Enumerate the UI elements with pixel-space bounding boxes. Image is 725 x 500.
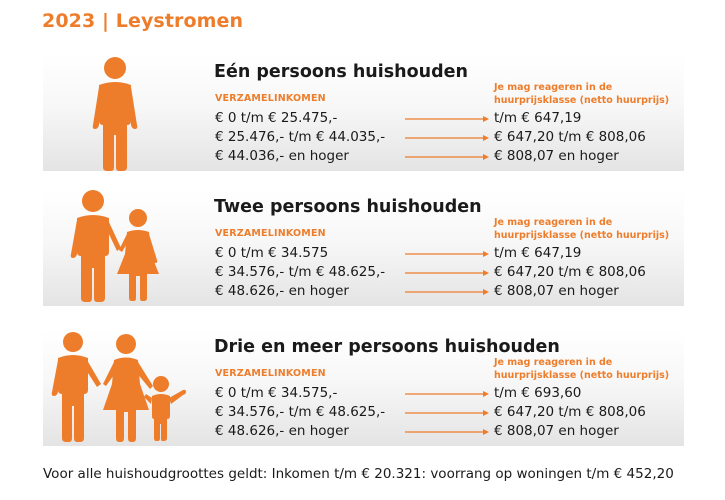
income-range: € 34.576,- t/m € 48.625,- bbox=[215, 404, 386, 420]
household-card-single bbox=[43, 55, 684, 171]
family-icon bbox=[43, 330, 203, 446]
rent-range: t/m € 647,19 bbox=[494, 245, 582, 261]
rent-label: Je mag reageren in de huurprijsklasse (netto huurprijs) bbox=[494, 357, 670, 381]
income-range: € 48.626,- en hoger bbox=[215, 283, 349, 299]
income-label: VERZAMELINKOMEN bbox=[215, 368, 326, 379]
arrow-right-icon bbox=[405, 283, 490, 301]
arrow-right-icon bbox=[405, 404, 490, 422]
income-label: VERZAMELINKOMEN bbox=[215, 228, 326, 239]
rent-range: € 647,20 t/m € 808,06 bbox=[494, 264, 646, 280]
arrow-right-icon bbox=[405, 264, 490, 282]
card-title: Eén persoons huishouden bbox=[214, 62, 468, 82]
household-card-two bbox=[43, 190, 684, 306]
rent-range: t/m € 647,19 bbox=[494, 110, 582, 126]
income-range: € 48.626,- en hoger bbox=[215, 423, 349, 439]
bracket-row bbox=[215, 404, 680, 422]
bracket-row bbox=[215, 110, 680, 128]
income-range: € 0 t/m € 34.575 bbox=[215, 245, 329, 261]
page-title: 2023 | Leystromen bbox=[42, 10, 244, 32]
bracket-row bbox=[215, 148, 680, 166]
rent-range: € 647,20 t/m € 808,06 bbox=[494, 129, 646, 145]
footnote: Voor alle huishoudgroottes geldt: Inkomen t/m € 20.321: voorrang op woningen t/m € 452,20 bbox=[43, 466, 674, 482]
income-range: € 0 t/m € 25.475,- bbox=[215, 110, 338, 126]
rent-range: € 808,07 en hoger bbox=[494, 148, 619, 164]
arrow-right-icon bbox=[405, 423, 490, 441]
bracket-row bbox=[215, 283, 680, 301]
income-range: € 0 t/m € 34.575,- bbox=[215, 385, 338, 401]
rent-label: Je mag reageren in de huurprijsklasse (netto huurprijs) bbox=[494, 82, 670, 106]
income-label: VERZAMELINKOMEN bbox=[215, 93, 326, 104]
bracket-row bbox=[215, 129, 680, 147]
income-range: € 44.036,- en hoger bbox=[215, 148, 349, 164]
rent-range: € 647,20 t/m € 808,06 bbox=[494, 404, 646, 420]
rent-label: Je mag reageren in de huurprijsklasse (netto huurprijs) bbox=[494, 217, 670, 241]
rent-range: € 808,07 en hoger bbox=[494, 283, 619, 299]
arrow-right-icon bbox=[405, 110, 490, 128]
two-persons-icon bbox=[43, 190, 203, 306]
card-title: Drie en meer persoons huishouden bbox=[214, 337, 560, 357]
rent-range: t/m € 693,60 bbox=[494, 385, 582, 401]
arrow-right-icon bbox=[405, 148, 490, 166]
card-title: Twee persoons huishouden bbox=[214, 197, 482, 217]
income-range: € 34.576,- t/m € 48.625,- bbox=[215, 264, 386, 280]
income-range: € 25.476,- t/m € 44.035,- bbox=[215, 129, 386, 145]
bracket-row bbox=[215, 245, 680, 263]
single-person-icon bbox=[43, 55, 203, 171]
bracket-row bbox=[215, 423, 680, 441]
bracket-row bbox=[215, 385, 680, 403]
arrow-right-icon bbox=[405, 385, 490, 403]
arrow-right-icon bbox=[405, 129, 490, 147]
bracket-row bbox=[215, 264, 680, 282]
household-card-family bbox=[43, 330, 684, 446]
arrow-right-icon bbox=[405, 245, 490, 263]
rent-range: € 808,07 en hoger bbox=[494, 423, 619, 439]
